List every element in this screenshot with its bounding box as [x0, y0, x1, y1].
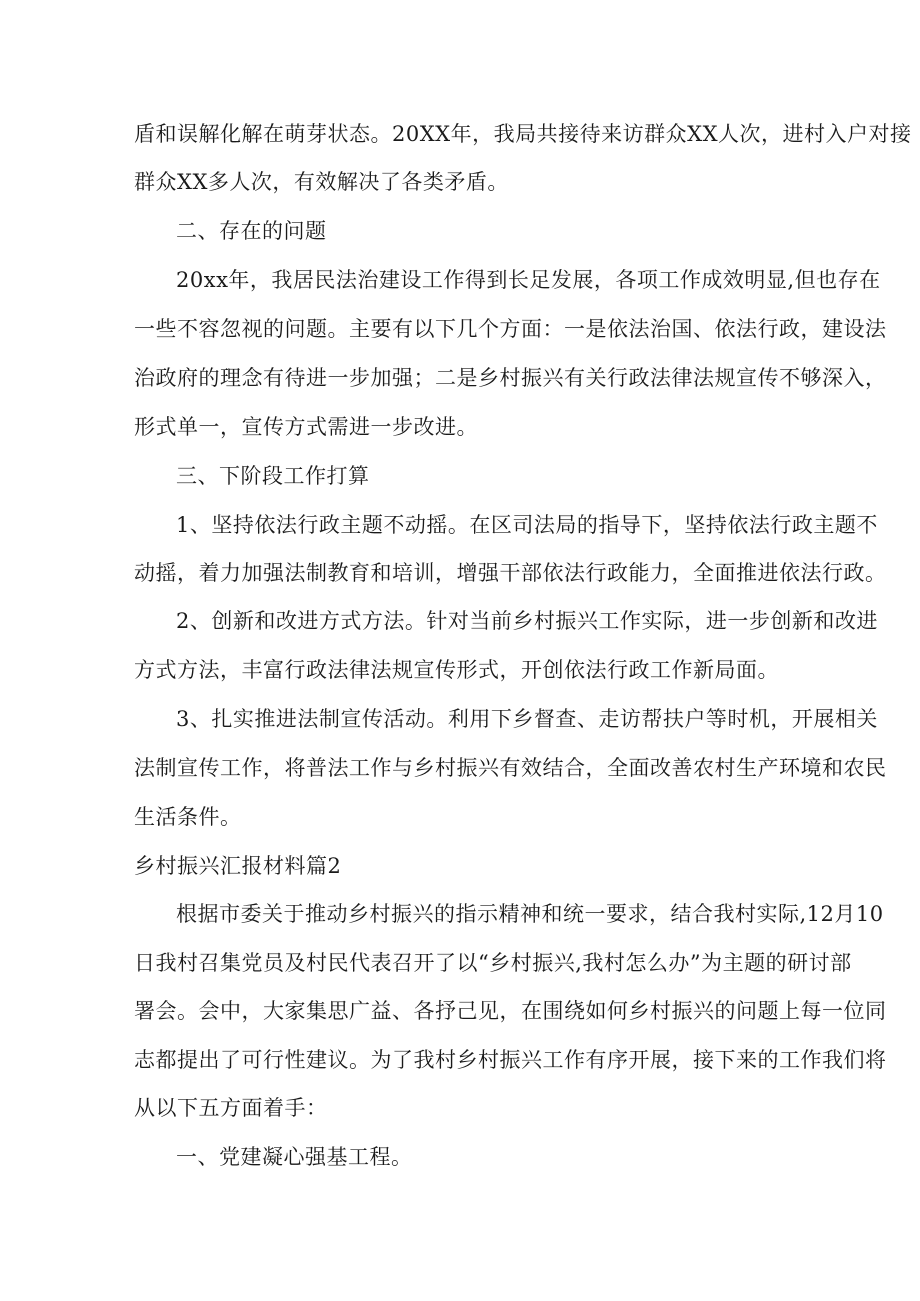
paragraph-line: 1、坚持依法行政主题不动摇。在区司法局的指导下，坚持依法行政主题不: [176, 513, 878, 537]
paragraph-line: 署会。会中，大家集思广益、各抒己见，在围绕如何乡村振兴的问题上每一位同: [134, 999, 887, 1023]
paragraph-line: 3、扎实推进法制宣传活动。利用下乡督查、走访帮扶户等时机，开展相关: [176, 707, 878, 731]
paragraph-line: 群众XX多人次，有效解决了各类矛盾。: [134, 170, 509, 194]
section-heading: 二、存在的问题: [176, 219, 327, 243]
paragraph-line: 日我村召集党员及村民代表召开了以“乡村振兴,我村怎么办”为主题的研讨部: [134, 951, 852, 975]
section-heading: 一、党建凝心强基工程。: [176, 1145, 413, 1169]
paragraph-line: 2、创新和改进方式方法。针对当前乡村振兴工作实际，进一步创新和改进: [176, 609, 878, 633]
paragraph-line: 法制宣传工作，将普法工作与乡村振兴有效结合，全面改善农村生产环境和农民: [134, 756, 887, 780]
paragraph-line: 形式单一，宣传方式需进一步改进。: [134, 415, 478, 439]
paragraph-line: 方式方法，丰富行政法律法规宣传形式，开创依法行政工作新局面。: [134, 658, 779, 682]
paragraph-line: 盾和误解化解在萌芽状态。20XX年，我局共接待来访群众XX人次，进村入户对接: [134, 122, 912, 146]
paragraph-line: 志都提出了可行性建议。为了我村乡村振兴工作有序开展，接下来的工作我们将: [134, 1048, 887, 1072]
paragraph-line: 生活条件。: [134, 805, 242, 829]
paragraph-line: 动摇，着力加强法制教育和培训，增强干部依法行政能力，全面推进依法行政。: [134, 561, 887, 585]
paragraph-line: 治政府的理念有待进一步加强；二是乡村振兴有关行政法律法规宣传不够深入，: [134, 366, 887, 390]
paragraph-line: 一些不容忽视的问题。主要有以下几个方面：一是依法治国、依法行政，建设法: [134, 317, 887, 341]
paragraph-line: 根据市委关于推动乡村振兴的指示精神和统一要求，结合我村实际,12月10: [176, 902, 884, 926]
section-heading: 三、下阶段工作打算: [176, 464, 370, 488]
paragraph-line: 从以下五方面着手：: [134, 1096, 328, 1120]
article-title: 乡村振兴汇报材料篇2: [134, 854, 342, 878]
paragraph-line: 20xx年，我居民法治建设工作得到长足发展，各项工作成效明显,但也存在: [176, 268, 881, 292]
